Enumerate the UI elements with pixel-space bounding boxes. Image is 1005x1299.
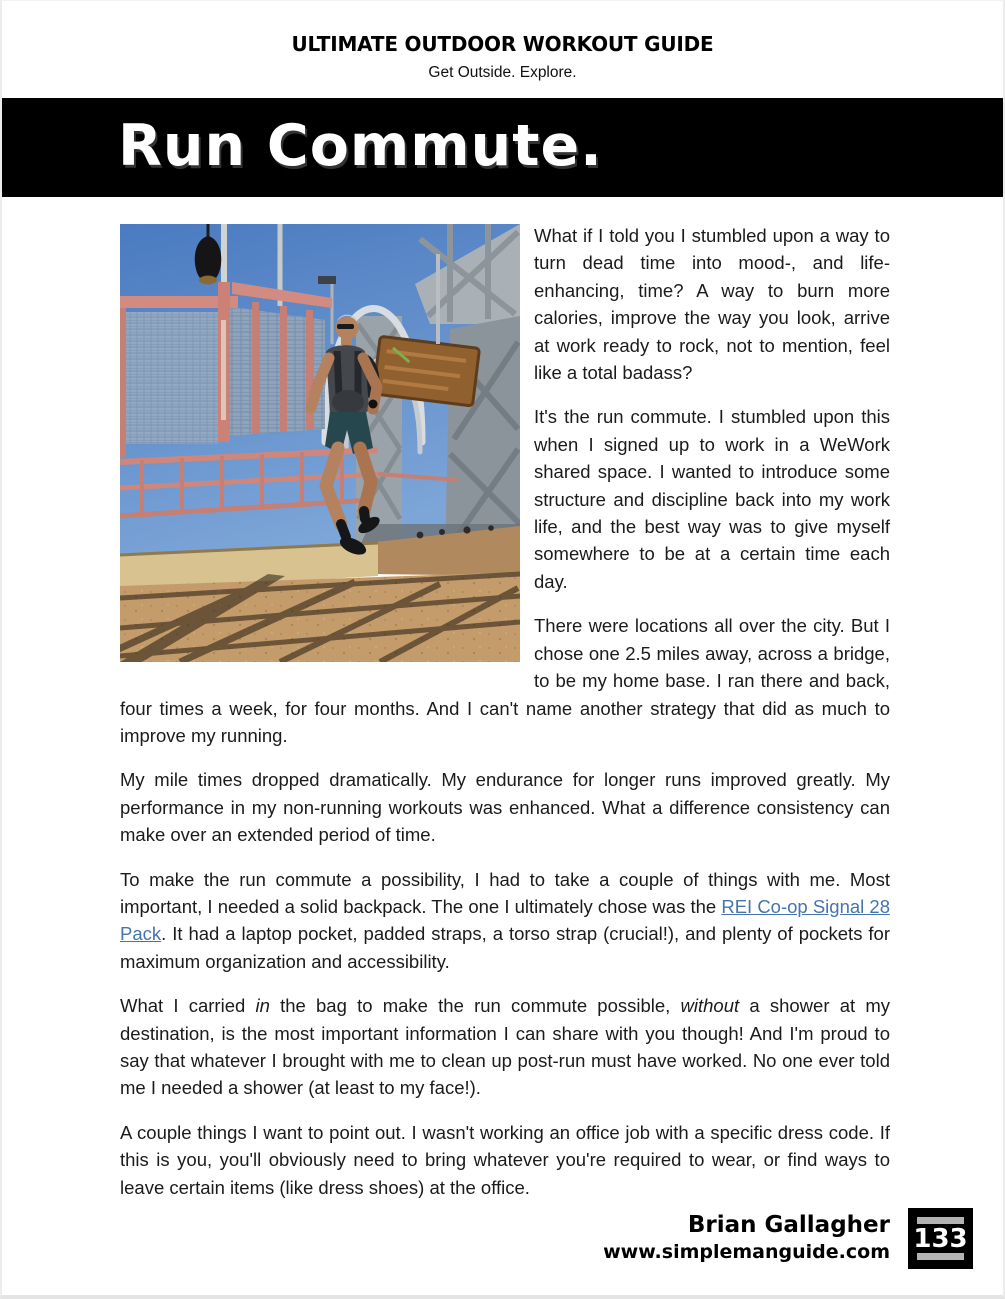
paragraph-backpack (120, 866, 890, 976)
emphasis-without: without (680, 995, 740, 1017)
photo-sign (373, 336, 479, 406)
emphasis-in: in (255, 995, 270, 1017)
rei-signal-28-pack-link[interactable]: REI Co-op Signal 28 Pack (120, 895, 890, 945)
page-number-badge (908, 1208, 973, 1269)
footer-text (603, 1213, 890, 1263)
paragraph-locations: There were locations all over the city. But I chose one 2.5 miles away, across a bridge, to be my home base. I ran there and back, four times a week, for four months. And I can't name another strategy that did as much to improve my running. (120, 615, 890, 746)
paragraph-intro: What if I told you I stumbled upon a way to turn dead time into mood-, and life-enhancing, time? A way to burn more calories, improve the way you look, arrive at work ready to rock, not to mention, feel like a total badass? (534, 225, 890, 384)
chapter-title-band (2, 98, 1003, 197)
paragraph-bag-contents (120, 992, 890, 1102)
paragraph-backpack-post: . It had a laptop pocket, padded straps, a torso strap (crucial!), and plenty of pockets for maximum organization and accessibility. (120, 923, 890, 972)
paragraph-bag-pre: What I carried (120, 995, 256, 1017)
badge-bottom-bar (917, 1253, 964, 1260)
page-header (2, 1, 1003, 98)
article-photo (120, 224, 520, 662)
chapter-title: Run Commute. (118, 112, 603, 179)
paragraph-backpack-pre: To make the run commute a possibility, I had to take a couple of things with me. Most important, I needed a solid backpack. The one I ultimately chose was the (120, 868, 890, 917)
author-name: Brian Gallagher (687, 1212, 890, 1239)
paragraph-results: My mile times dropped dramatically. My endurance for longer runs improved greatly. My performance in my non-running workouts was enhanced. What a difference consistency can make over an extended period of time. (120, 769, 890, 846)
page-number: 133 (913, 1223, 968, 1254)
paragraph-dress-code: A couple things I want to point out. I wasn't working an office job with a specific dress code. If this is you, you'll obviously need to bring whatever you're required to wear, or find ways to leave certain items (like dress shoes) at the office. (120, 1121, 890, 1198)
article-body (120, 222, 890, 1201)
badge-top-bar (917, 1217, 964, 1224)
page-footer (603, 1208, 973, 1269)
runner-bridge-photo (120, 224, 520, 662)
paragraph-wework: It's the run commute. I stumbled upon this when I signed up to work in a WeWork shared space. I wanted to introduce some structure and discipline back into my work life, and the best way was to give myself somewhere to be at a certain time each day. (534, 406, 890, 592)
guide-title: ULTIMATE OUTDOOR WORKOUT GUIDE (291, 32, 714, 56)
guide-subtitle: Get Outside. Explore. (428, 64, 577, 81)
paragraph-bag-post: a shower at my destination, is the most important information I can share with you though! And I'm proud to say that whatever I brought with me to clean up post-run must have worked. No one ever told me I needed a shower (at least to my face!). (120, 995, 890, 1099)
website-url: www.simplemanguide.com (603, 1240, 890, 1263)
paragraph-bag-mid: the bag to make the run commute possible, (269, 995, 681, 1017)
